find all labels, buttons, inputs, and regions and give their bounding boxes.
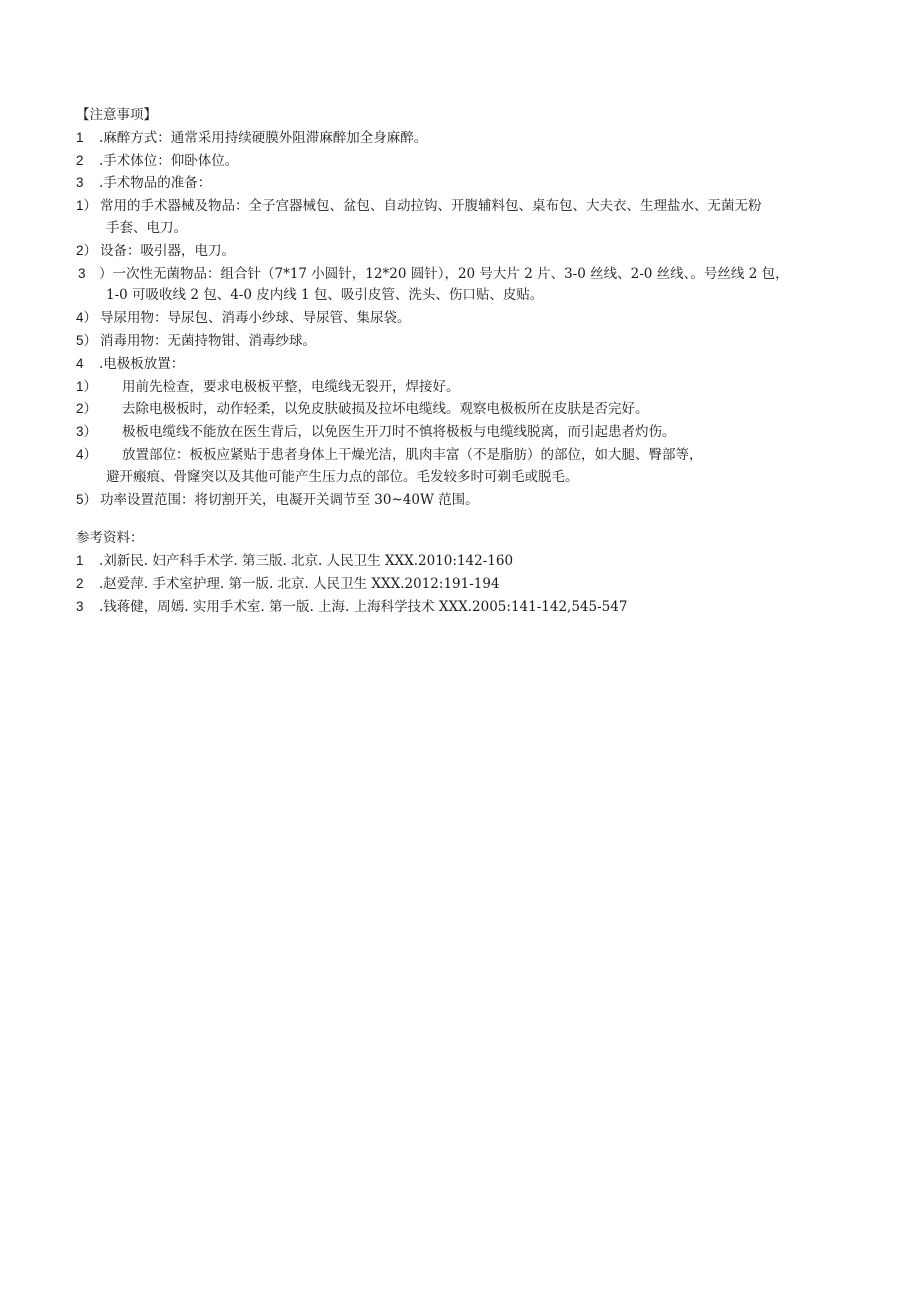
notes-heading: 【注意事项】 (76, 107, 157, 123)
sub-item-number: 5） (76, 491, 98, 507)
reference-text: .刘新民. 妇产科手术学. 第三版. 北京. 人民卫生 XXX.2010:142-160 (99, 553, 514, 570)
sub-item-text: 常用的手术器械及物品：全子宫器械包、盆包、自动拉钩、开腹辅料包、桌布包、大夫衣、生理盐水、无菌无粉 (100, 198, 762, 215)
sub-item-number: 2） (76, 401, 98, 417)
sub-item (76, 330, 866, 353)
list-item (76, 353, 866, 376)
reference-item (76, 573, 866, 596)
sub-item-number: 3） (76, 424, 98, 440)
sub-item (76, 444, 866, 467)
sub-item-number: 5） (76, 332, 98, 348)
sub-item (76, 376, 866, 399)
sub-item-text: 导尿用物：导尿包、消毒小纱球、导尿管、集尿袋。 (100, 310, 411, 327)
sub-item (76, 240, 866, 263)
sub-item-number: 4） (76, 446, 98, 462)
reference-number: 3 (76, 598, 84, 614)
reference-number: 1 (76, 553, 84, 569)
sub-item (76, 421, 866, 444)
sub-item-number: 1） (76, 198, 98, 214)
sub-item-continuation: 1-0 可吸收线 2 包、4-0 皮内线 1 包、吸引皮管、洗头、伤口贴、皮贴。 (106, 287, 544, 304)
list-item-number: 4 (76, 355, 84, 371)
list-item (76, 127, 866, 150)
sub-item-text: 用前先检查，要求电极板平整，电缆线无裂开，焊接好。 (122, 378, 460, 395)
reference-item (76, 596, 866, 619)
sub-item-number: 4） (76, 310, 98, 326)
sub-item-text: ）一次性无菌物品：组合针（7*17 小圆针，12*20 圆针），20 号大片 2 片、3-0 丝线、2-0 丝线、。号丝线 2 包， (99, 265, 789, 282)
list-item-text: .麻醉方式：通常采用持续硬膜外阻滞麻醉加全身麻醉。 (99, 129, 428, 146)
sub-item (76, 307, 866, 330)
sub-item-text: 极板电缆线不能放在医生背后，以免医生开刀时不慎将极板与电缆线脱离，而引起患者灼伤。 (122, 424, 676, 441)
sub-item-number: 1） (76, 378, 98, 394)
sub-item-text: 功率设置范围：将切割开关，电凝开关调节至 30~40W 范围。 (100, 491, 479, 508)
sub-item-text: 设备：吸引器，电刀。 (100, 242, 235, 259)
list-item-number: 1 (76, 129, 84, 145)
reference-text: .钱蒋健，周嫣. 实用手术室. 第一版. 上海. 上海科学技术 XXX.2005:141-142,545-547 (99, 598, 628, 615)
sub-item (76, 263, 866, 286)
reference-text: .赵爱萍. 手术室护理. 第一版. 北京. 人民卫生 XXX.2012:191-194 (99, 575, 500, 592)
section-spacer (76, 511, 866, 528)
sub-item-number: 2） (76, 242, 98, 258)
list-item-text: .手术物品的准备： (99, 175, 212, 192)
sub-item-continuation: 手套、电刀。 (106, 219, 187, 236)
list-item-text: .电极板放置： (99, 355, 185, 372)
list-item (76, 150, 866, 173)
list-item-number: 3 (76, 175, 84, 191)
list-item-number: 2 (76, 152, 84, 168)
sub-item-number: 3 (78, 265, 86, 281)
list-item-text: .手术体位：仰卧体位。 (99, 152, 239, 169)
sub-item-text: 放置部位：板板应紧贴于患者身体上干燥光洁，肌肉丰富（不是脂肪）的部位，如大腿、臀部等， (122, 446, 703, 463)
sub-item-text: 去除电极板时，动作轻柔，以免皮肤破损及拉坏电缆线。观察电极板所在皮肤是否完好。 (122, 401, 649, 418)
sub-item-continuation: 避开瘢痕、骨窿突以及其他可能产生压力点的部位。毛发较多时可剃毛或脱毛。 (106, 468, 579, 485)
references-heading: 参考资料： (76, 530, 144, 547)
sub-item (76, 398, 866, 421)
reference-number: 2 (76, 575, 84, 591)
reference-item (76, 550, 866, 573)
sub-item (76, 195, 866, 218)
list-item (76, 172, 866, 195)
sub-item-text: 消毒用物：无菌持物钳、消毒纱球。 (100, 332, 316, 349)
document-page (76, 105, 866, 619)
sub-item (76, 489, 866, 512)
